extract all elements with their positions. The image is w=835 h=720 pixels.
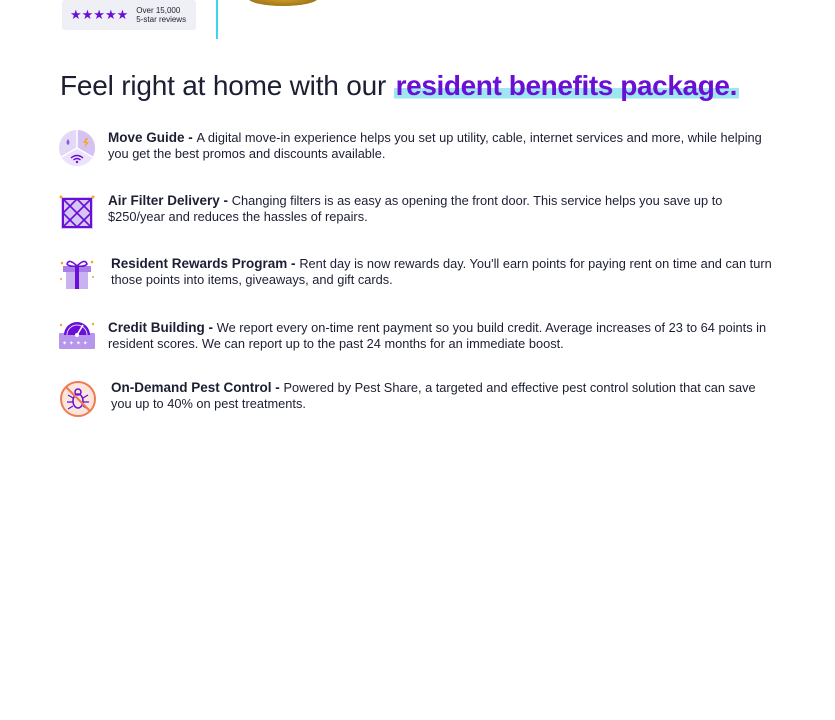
reviews-badge xyxy=(62,0,196,30)
benefit-title: Credit Building - xyxy=(108,320,217,335)
gift-icon xyxy=(58,255,96,293)
header-divider xyxy=(216,0,218,39)
award-badge-icon xyxy=(248,0,318,6)
air-filter-icon xyxy=(58,193,96,231)
reviews-text xyxy=(136,6,186,24)
benefit-title: On-Demand Pest Control - xyxy=(111,380,284,395)
benefit-text xyxy=(108,320,770,352)
benefit-description: Rent day is now rewards day. You'll earn points for paying rent on time and can turn those points into items, giveaways, and gift cards. xyxy=(111,256,772,287)
benefit-text xyxy=(111,380,773,412)
benefit-title: Move Guide - xyxy=(108,130,197,145)
benefit-text xyxy=(108,130,770,162)
reviews-count: Over 15,000 xyxy=(136,6,181,15)
benefit-text xyxy=(108,193,770,225)
star-rating-icon: ★★★★★ xyxy=(70,7,129,22)
pest-control-icon xyxy=(58,380,96,418)
benefit-text xyxy=(111,256,773,288)
page-headline xyxy=(60,70,739,102)
benefit-description: We report every on-time rent payment so you build credit. Average increases of 23 to 64 points in resident scores. We can report up to the past 24 months for an immediate boost. xyxy=(108,320,767,351)
benefit-title: Resident Rewards Program - xyxy=(111,256,300,271)
credit-gauge-icon xyxy=(58,319,96,357)
reviews-subtext: 5-star reviews xyxy=(136,15,187,24)
headline-highlight: resident benefits package. xyxy=(395,70,737,101)
benefit-description: Powered by Pest Share, a targeted and effective pest control solution that can save you up to 40% on pest treatments. xyxy=(111,380,756,411)
headline-prefix: Feel right at home with our xyxy=(60,70,394,101)
benefit-description: Changing filters is as easy as opening the front door. This service helps you save up to $250/year and reduces the hassles of repairs. xyxy=(108,193,723,224)
move-guide-icon xyxy=(58,129,96,167)
svg-text:✦ ✦ ✦ ✦: ✦ ✦ ✦ ✦ xyxy=(62,340,88,347)
benefit-description: A digital move-in experience helps you set up utility, cable, internet services and more, while helping you get the best promos and discounts available. xyxy=(108,130,762,161)
benefit-title: Air Filter Delivery - xyxy=(108,193,232,208)
